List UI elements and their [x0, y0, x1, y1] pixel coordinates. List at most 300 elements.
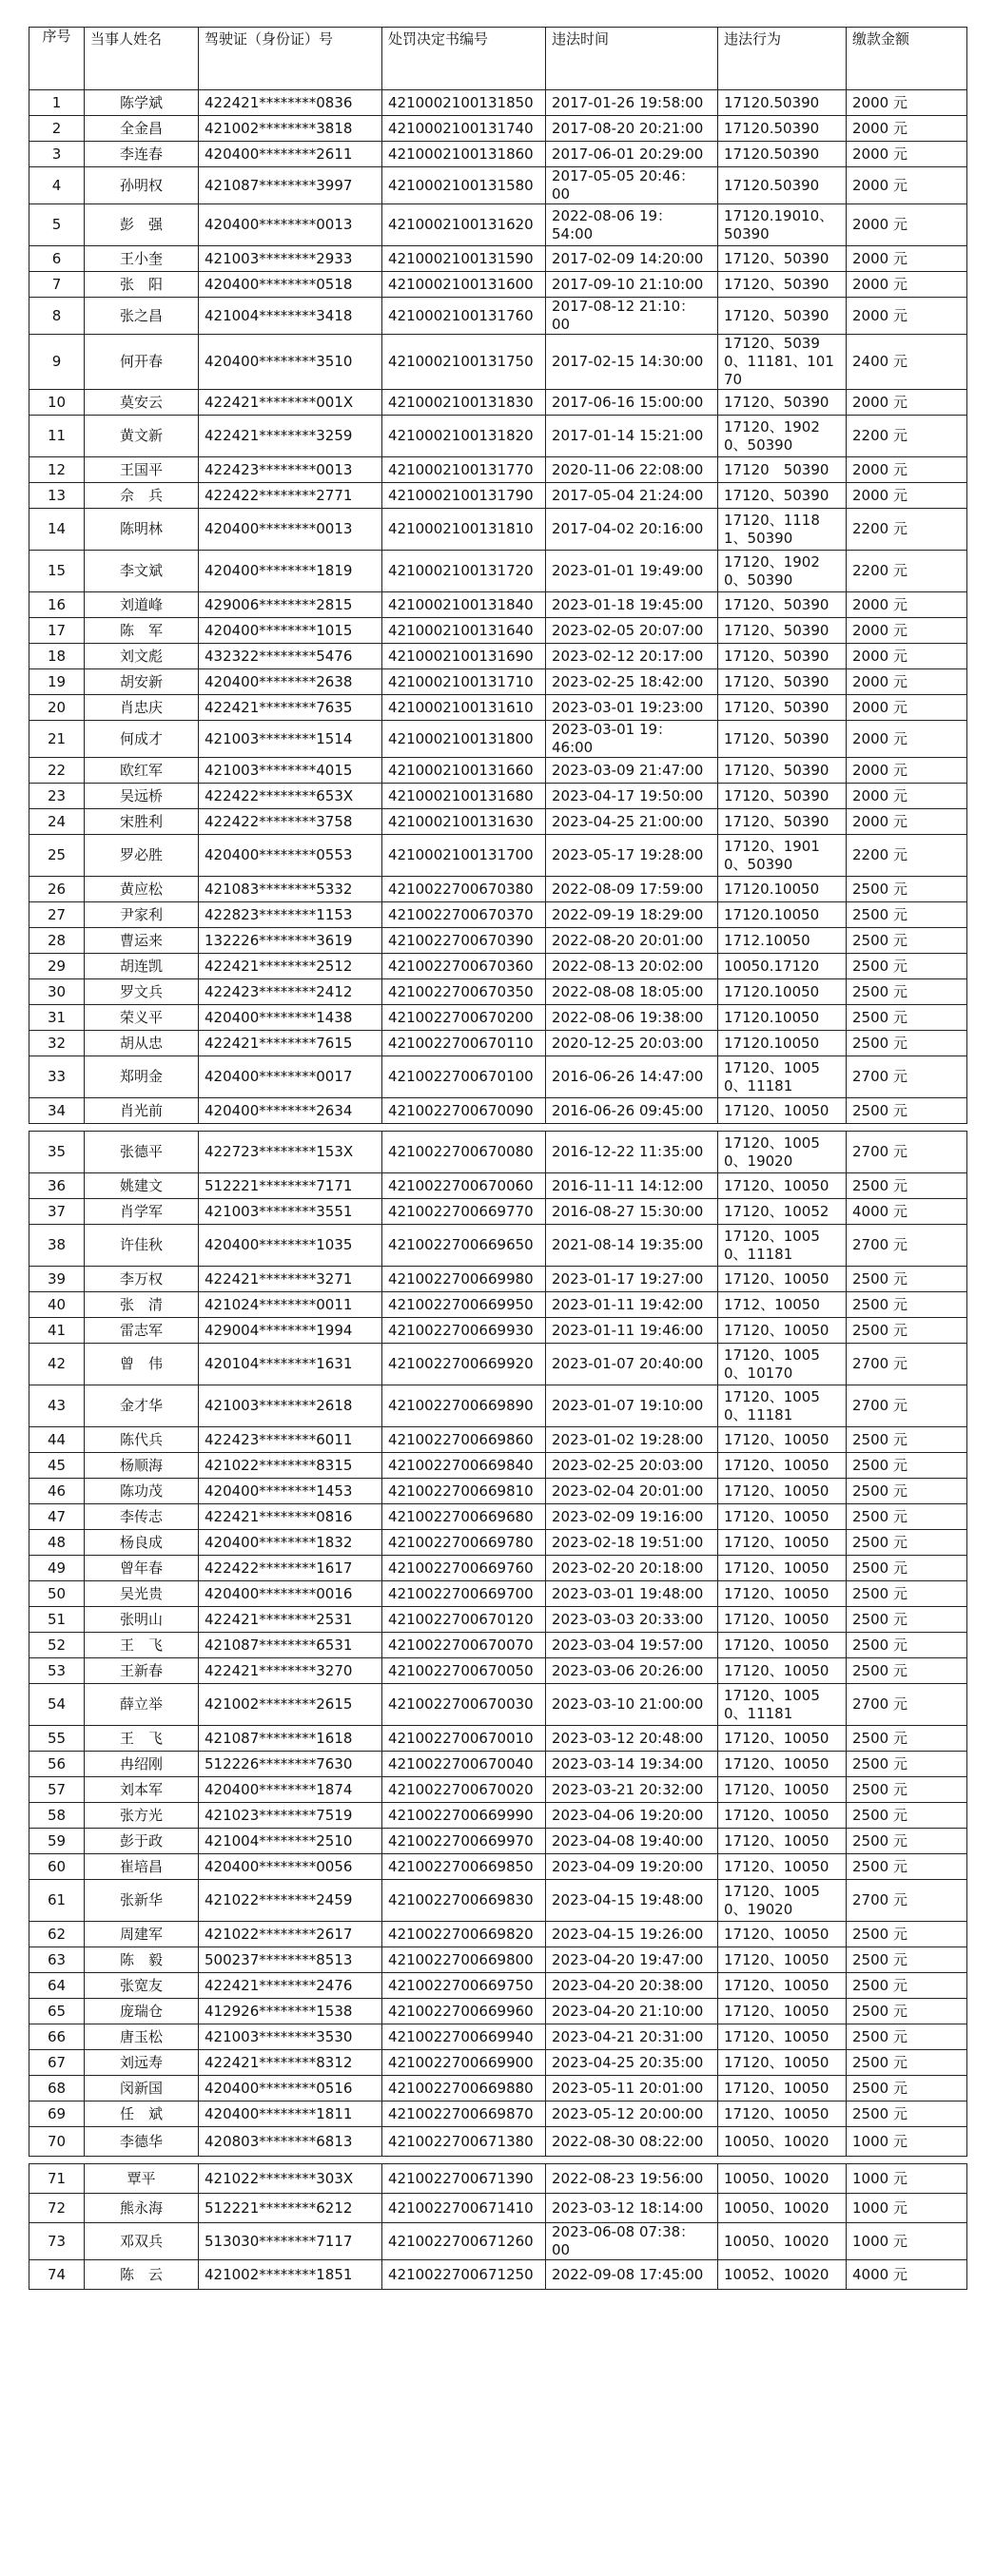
cell-license: 420400********2634 — [199, 1098, 382, 1124]
cell-decision-no: 4210002100131660 — [382, 758, 546, 784]
table-row — [29, 1005, 967, 1031]
cell-license: 422422********653X — [199, 784, 382, 809]
cell-amount: 2000 元 — [847, 758, 967, 784]
cell-decision-no: 4210022700669900 — [382, 2050, 546, 2076]
cell-name: 王 飞 — [85, 1633, 199, 1658]
cell-amount: 2500 元 — [847, 1947, 967, 1973]
cell-name: 唐玉松 — [85, 2024, 199, 2050]
table-row — [29, 1947, 967, 1973]
cell-seq: 36 — [29, 1173, 85, 1199]
cell-violation-time: 2023-03-03 20:33:00 — [546, 1607, 718, 1633]
cell-seq: 22 — [29, 758, 85, 784]
cell-violation-act: 17120、10050 — [718, 2024, 847, 2050]
cell-violation-act: 17120.19010、50390 — [718, 204, 847, 246]
cell-decision-no: 4210022700669800 — [382, 1947, 546, 1973]
cell-amount: 2500 元 — [847, 928, 967, 954]
cell-amount: 2000 元 — [847, 272, 967, 298]
cell-seq: 39 — [29, 1267, 85, 1292]
cell-decision-no: 4210002100131820 — [382, 416, 546, 457]
cell-decision-no: 4210022700669810 — [382, 1479, 546, 1504]
cell-decision-no: 4210002100131630 — [382, 809, 546, 835]
cell-seq: 8 — [29, 298, 85, 335]
cell-license: 422421********7615 — [199, 1031, 382, 1056]
cell-decision-no: 4210022700670090 — [382, 1098, 546, 1124]
cell-decision-no: 4210002100131580 — [382, 167, 546, 204]
cell-seq: 6 — [29, 246, 85, 272]
cell-violation-time: 2023-02-09 19:16:00 — [546, 1504, 718, 1530]
table-row — [29, 1973, 967, 1999]
cell-violation-time: 2023-02-05 20:07:00 — [546, 618, 718, 644]
cell-violation-act: 17120、10050 — [718, 1752, 847, 1777]
cell-seq: 5 — [29, 204, 85, 246]
cell-name: 张宽友 — [85, 1973, 199, 1999]
cell-seq: 60 — [29, 1854, 85, 1880]
cell-violation-time: 2023-04-06 19:20:00 — [546, 1803, 718, 1829]
cell-amount: 2000 元 — [847, 298, 967, 335]
table-row — [29, 2127, 967, 2157]
cell-violation-time: 2023-01-07 19:10:00 — [546, 1385, 718, 1427]
cell-violation-act: 17120、10050、11181 — [718, 1225, 847, 1267]
cell-violation-time: 2023-02-25 20:03:00 — [546, 1453, 718, 1479]
cell-violation-act: 17120、10050 — [718, 1999, 847, 2024]
cell-license: 422421********001X — [199, 390, 382, 416]
cell-license: 421022********2459 — [199, 1880, 382, 1922]
table-row — [29, 1726, 967, 1752]
cell-amount: 2500 元 — [847, 877, 967, 902]
cell-license: 422421********3270 — [199, 1658, 382, 1684]
cell-amount: 2000 元 — [847, 644, 967, 669]
cell-violation-time: 2022-09-19 18:29:00 — [546, 902, 718, 928]
cell-seq: 64 — [29, 1973, 85, 1999]
cell-seq: 33 — [29, 1056, 85, 1098]
cell-seq: 21 — [29, 721, 85, 758]
cell-name: 陈 云 — [85, 2260, 199, 2290]
table-row — [29, 954, 967, 979]
cell-license: 500237********8513 — [199, 1947, 382, 1973]
cell-license: 420104********1631 — [199, 1344, 382, 1385]
cell-name: 张明山 — [85, 1607, 199, 1633]
cell-decision-no: 4210022700670030 — [382, 1684, 546, 1726]
cell-license: 420400********2638 — [199, 669, 382, 695]
cell-decision-no: 4210022700671380 — [382, 2127, 546, 2157]
cell-license: 420400********1832 — [199, 1530, 382, 1556]
cell-license: 422423********2412 — [199, 979, 382, 1005]
cell-name: 邓双兵 — [85, 2223, 199, 2260]
cell-violation-time: 2023-04-20 19:47:00 — [546, 1947, 718, 1973]
cell-violation-act: 10050.17120 — [718, 954, 847, 979]
cell-amount: 2700 元 — [847, 1344, 967, 1385]
cell-license: 429006********2815 — [199, 592, 382, 618]
cell-seq: 7 — [29, 272, 85, 298]
cell-decision-no: 4210002100131840 — [382, 592, 546, 618]
table-row — [29, 2260, 967, 2290]
cell-violation-act: 17120.10050 — [718, 979, 847, 1005]
cell-decision-no: 4210002100131790 — [382, 483, 546, 509]
cell-license: 421004********2510 — [199, 1829, 382, 1854]
cell-seq: 51 — [29, 1607, 85, 1633]
cell-violation-time: 2023-03-04 19:57:00 — [546, 1633, 718, 1658]
cell-license: 421003********2618 — [199, 1385, 382, 1427]
table-row — [29, 90, 967, 116]
cell-seq: 34 — [29, 1098, 85, 1124]
cell-violation-time: 2022-08-30 08:22:00 — [546, 2127, 718, 2157]
table-row — [29, 784, 967, 809]
cell-name: 胡从忠 — [85, 1031, 199, 1056]
cell-seq: 25 — [29, 835, 85, 877]
cell-decision-no: 4210002100131810 — [382, 509, 546, 551]
cell-amount: 2500 元 — [847, 2076, 967, 2101]
cell-seq: 13 — [29, 483, 85, 509]
cell-amount: 2500 元 — [847, 1633, 967, 1658]
cell-amount: 2500 元 — [847, 1556, 967, 1581]
cell-name: 刘文彪 — [85, 644, 199, 669]
cell-violation-time: 2023-01-07 20:40:00 — [546, 1344, 718, 1385]
table-row — [29, 758, 967, 784]
cell-violation-act: 17120、50390 — [718, 592, 847, 618]
table-row — [29, 644, 967, 669]
cell-amount: 2500 元 — [847, 1005, 967, 1031]
cell-license: 422723********153X — [199, 1132, 382, 1173]
cell-violation-act: 17120、19020、50390 — [718, 416, 847, 457]
cell-seq: 32 — [29, 1031, 85, 1056]
cell-name: 宋胜利 — [85, 809, 199, 835]
cell-violation-act: 17120、11181、50390 — [718, 509, 847, 551]
cell-violation-time: 2016-12-22 11:35:00 — [546, 1132, 718, 1173]
cell-license: 420400********1035 — [199, 1225, 382, 1267]
table-row — [29, 2194, 967, 2223]
cell-violation-time: 2016-11-11 14:12:00 — [546, 1173, 718, 1199]
cell-violation-act: 17120、10050、19020 — [718, 1880, 847, 1922]
cell-amount: 2200 元 — [847, 509, 967, 551]
cell-license: 420400********0013 — [199, 509, 382, 551]
table-row — [29, 2164, 967, 2194]
cell-amount: 2500 元 — [847, 1803, 967, 1829]
cell-license: 420400********0056 — [199, 1854, 382, 1880]
cell-name: 陈代兵 — [85, 1427, 199, 1453]
cell-violation-act: 17120、10050 — [718, 1829, 847, 1854]
header-violation-time: 违法时间 — [546, 28, 718, 90]
table-row — [29, 1318, 967, 1344]
cell-decision-no: 4210022700670360 — [382, 954, 546, 979]
cell-amount: 2500 元 — [847, 1922, 967, 1947]
cell-name: 彭于政 — [85, 1829, 199, 1854]
cell-name: 刘本军 — [85, 1777, 199, 1803]
cell-violation-act: 10050、10020 — [718, 2164, 847, 2194]
penalty-table-sheet — [29, 27, 966, 2290]
cell-name: 欧红军 — [85, 758, 199, 784]
cell-violation-time: 2017-05-05 20:46：00 — [546, 167, 718, 204]
cell-license: 421002********1851 — [199, 2260, 382, 2290]
cell-decision-no: 4210002100131700 — [382, 835, 546, 877]
cell-license: 420400********0516 — [199, 2076, 382, 2101]
cell-violation-act: 17120、10050 — [718, 2050, 847, 2076]
cell-name: 尹家利 — [85, 902, 199, 928]
cell-amount: 2700 元 — [847, 1056, 967, 1098]
cell-license: 422422********1617 — [199, 1556, 382, 1581]
cell-name: 陈 军 — [85, 618, 199, 644]
cell-license: 421003********3551 — [199, 1199, 382, 1225]
cell-decision-no: 4210022700671410 — [382, 2194, 546, 2223]
cell-seq: 59 — [29, 1829, 85, 1854]
cell-decision-no: 4210002100131860 — [382, 142, 546, 167]
cell-license: 421002********2615 — [199, 1684, 382, 1726]
cell-violation-time: 2017-08-20 20:21:00 — [546, 116, 718, 142]
cell-violation-time: 2023-04-15 19:26:00 — [546, 1922, 718, 1947]
table-row — [29, 416, 967, 457]
table-row — [29, 298, 967, 335]
cell-license: 422421********2512 — [199, 954, 382, 979]
cell-seq: 11 — [29, 416, 85, 457]
cell-seq: 27 — [29, 902, 85, 928]
cell-license: 421024********0011 — [199, 1292, 382, 1318]
cell-license: 421003********1514 — [199, 721, 382, 758]
header-license: 驾驶证（身份证）号 — [199, 28, 382, 90]
cell-amount: 2500 元 — [847, 1173, 967, 1199]
table-row — [29, 272, 967, 298]
cell-violation-time: 2020-12-25 20:03:00 — [546, 1031, 718, 1056]
cell-amount: 2000 元 — [847, 592, 967, 618]
table-row — [29, 167, 967, 204]
cell-decision-no: 4210002100131750 — [382, 335, 546, 390]
cell-decision-no: 4210002100131600 — [382, 272, 546, 298]
cell-license: 421023********7519 — [199, 1803, 382, 1829]
cell-seq: 74 — [29, 2260, 85, 2290]
cell-amount: 2700 元 — [847, 1684, 967, 1726]
cell-decision-no: 4210002100131610 — [382, 695, 546, 721]
cell-name: 许佳秋 — [85, 1225, 199, 1267]
cell-violation-act: 17120、50390、11181、10170 — [718, 335, 847, 390]
cell-decision-no: 4210022700669650 — [382, 1225, 546, 1267]
cell-violation-act: 17120、10050 — [718, 1633, 847, 1658]
cell-name: 王 飞 — [85, 1726, 199, 1752]
cell-name: 刘道峰 — [85, 592, 199, 618]
cell-violation-act: 1712、10050 — [718, 1292, 847, 1318]
table-row — [29, 246, 967, 272]
table-row — [29, 1999, 967, 2024]
cell-license: 432322********5476 — [199, 644, 382, 669]
cell-license: 421003********4015 — [199, 758, 382, 784]
table-row — [29, 877, 967, 902]
cell-amount: 2200 元 — [847, 551, 967, 592]
cell-amount: 2500 元 — [847, 1292, 967, 1318]
cell-amount: 2700 元 — [847, 1385, 967, 1427]
cell-license: 420400********1874 — [199, 1777, 382, 1803]
cell-violation-time: 2017-01-26 19:58:00 — [546, 90, 718, 116]
cell-name: 张新华 — [85, 1880, 199, 1922]
header-seq: 序号 — [29, 28, 85, 90]
cell-name: 彭 强 — [85, 204, 199, 246]
cell-seq: 62 — [29, 1922, 85, 1947]
cell-violation-act: 17120.10050 — [718, 1005, 847, 1031]
cell-violation-time: 2022-08-08 18:05:00 — [546, 979, 718, 1005]
cell-decision-no: 4210022700671250 — [382, 2260, 546, 2290]
cell-violation-act: 10050、10020 — [718, 2194, 847, 2223]
cell-violation-time: 2023-03-12 20:48:00 — [546, 1726, 718, 1752]
cell-violation-time: 2023-01-11 19:42:00 — [546, 1292, 718, 1318]
cell-decision-no: 4210022700669960 — [382, 1999, 546, 2024]
cell-violation-act: 17120、10050 — [718, 1854, 847, 1880]
cell-seq: 66 — [29, 2024, 85, 2050]
cell-seq: 44 — [29, 1427, 85, 1453]
cell-violation-time: 2023-05-12 20:00:00 — [546, 2101, 718, 2127]
cell-license: 420400********0016 — [199, 1581, 382, 1607]
cell-name: 肖忠庆 — [85, 695, 199, 721]
cell-amount: 2000 元 — [847, 784, 967, 809]
cell-license: 422421********0836 — [199, 90, 382, 116]
section-gap — [29, 2157, 967, 2164]
table-row — [29, 2050, 967, 2076]
cell-license: 512221********7171 — [199, 1173, 382, 1199]
cell-amount: 2500 元 — [847, 1999, 967, 2024]
cell-violation-time: 2023-04-25 20:35:00 — [546, 2050, 718, 2076]
cell-name: 佘 兵 — [85, 483, 199, 509]
cell-amount: 2000 元 — [847, 204, 967, 246]
cell-violation-act: 17120.10050 — [718, 902, 847, 928]
cell-license: 132226********3619 — [199, 928, 382, 954]
cell-amount: 2500 元 — [847, 1752, 967, 1777]
cell-violation-time: 2023-01-18 19:45:00 — [546, 592, 718, 618]
cell-violation-act: 17120、10050 — [718, 1803, 847, 1829]
cell-violation-act: 17120、50390 — [718, 784, 847, 809]
cell-seq: 48 — [29, 1530, 85, 1556]
cell-violation-act: 17120 50390 — [718, 457, 847, 483]
cell-violation-time: 2023-02-18 19:51:00 — [546, 1530, 718, 1556]
cell-violation-time: 2023-03-06 20:26:00 — [546, 1658, 718, 1684]
cell-amount: 2500 元 — [847, 1829, 967, 1854]
cell-seq: 45 — [29, 1453, 85, 1479]
cell-name: 黄应松 — [85, 877, 199, 902]
cell-license: 422421********8312 — [199, 2050, 382, 2076]
cell-violation-act: 17120、50390 — [718, 721, 847, 758]
cell-decision-no: 4210022700670040 — [382, 1752, 546, 1777]
cell-name: 张 清 — [85, 1292, 199, 1318]
header-decision-no: 处罚决定书编号 — [382, 28, 546, 90]
cell-name: 胡连凯 — [85, 954, 199, 979]
cell-seq: 26 — [29, 877, 85, 902]
cell-decision-no: 4210022700670060 — [382, 1173, 546, 1199]
cell-amount: 1000 元 — [847, 2194, 967, 2223]
cell-decision-no: 4210002100131590 — [382, 246, 546, 272]
cell-seq: 53 — [29, 1658, 85, 1684]
cell-violation-time: 2023-05-17 19:28:00 — [546, 835, 718, 877]
cell-decision-no: 4210022700669830 — [382, 1880, 546, 1922]
cell-license: 421087********6531 — [199, 1633, 382, 1658]
cell-name: 李传志 — [85, 1504, 199, 1530]
table-body — [29, 90, 967, 2290]
cell-violation-act: 17120、10050 — [718, 1581, 847, 1607]
cell-violation-time: 2023-04-17 19:50:00 — [546, 784, 718, 809]
table-row — [29, 1504, 967, 1530]
cell-violation-time: 2023-03-01 19:48:00 — [546, 1581, 718, 1607]
cell-decision-no: 4210022700669840 — [382, 1453, 546, 1479]
cell-license: 420803********6813 — [199, 2127, 382, 2157]
cell-seq: 2 — [29, 116, 85, 142]
cell-violation-act: 17120、50390 — [718, 298, 847, 335]
cell-license: 422423********0013 — [199, 457, 382, 483]
cell-seq: 14 — [29, 509, 85, 551]
cell-decision-no: 4210002100131800 — [382, 721, 546, 758]
cell-violation-time: 2023-02-20 20:18:00 — [546, 1556, 718, 1581]
cell-violation-act: 17120、50390 — [718, 644, 847, 669]
cell-decision-no: 4210002100131680 — [382, 784, 546, 809]
cell-name: 任 斌 — [85, 2101, 199, 2127]
cell-name: 陈 毅 — [85, 1947, 199, 1973]
cell-seq: 61 — [29, 1880, 85, 1922]
cell-license: 420400********0017 — [199, 1056, 382, 1098]
cell-violation-time: 2023-04-20 21:10:00 — [546, 1999, 718, 2024]
cell-violation-time: 2023-03-12 18:14:00 — [546, 2194, 718, 2223]
cell-decision-no: 4210022700669850 — [382, 1854, 546, 1880]
cell-seq: 65 — [29, 1999, 85, 2024]
cell-license: 420400********1438 — [199, 1005, 382, 1031]
cell-license: 421003********2933 — [199, 246, 382, 272]
cell-seq: 37 — [29, 1199, 85, 1225]
cell-license: 420400********1453 — [199, 1479, 382, 1504]
cell-amount: 2500 元 — [847, 1427, 967, 1453]
table-row — [29, 1854, 967, 1880]
cell-seq: 35 — [29, 1132, 85, 1173]
cell-license: 421003********3530 — [199, 2024, 382, 2050]
table-row — [29, 1427, 967, 1453]
table-row — [29, 979, 967, 1005]
cell-seq: 56 — [29, 1752, 85, 1777]
cell-name: 王小奎 — [85, 246, 199, 272]
cell-license: 421004********3418 — [199, 298, 382, 335]
cell-license: 421022********303X — [199, 2164, 382, 2194]
cell-amount: 2000 元 — [847, 390, 967, 416]
cell-amount: 2200 元 — [847, 416, 967, 457]
cell-violation-time: 2023-01-02 19:28:00 — [546, 1427, 718, 1453]
cell-amount: 2000 元 — [847, 167, 967, 204]
cell-violation-time: 2023-04-15 19:48:00 — [546, 1880, 718, 1922]
cell-amount: 2000 元 — [847, 142, 967, 167]
cell-violation-time: 2023-04-08 19:40:00 — [546, 1829, 718, 1854]
cell-seq: 19 — [29, 669, 85, 695]
cell-violation-time: 2017-09-10 21:10:00 — [546, 272, 718, 298]
cell-violation-act: 10050、10020 — [718, 2127, 847, 2157]
cell-name: 吴光贵 — [85, 1581, 199, 1607]
table-row — [29, 902, 967, 928]
table-row — [29, 1633, 967, 1658]
cell-name: 杨顺海 — [85, 1453, 199, 1479]
cell-name: 肖光前 — [85, 1098, 199, 1124]
cell-name: 曹运来 — [85, 928, 199, 954]
cell-name: 李文斌 — [85, 551, 199, 592]
cell-violation-time: 2023-01-11 19:46:00 — [546, 1318, 718, 1344]
cell-amount: 2000 元 — [847, 809, 967, 835]
cell-name: 熊永海 — [85, 2194, 199, 2223]
cell-name: 罗必胜 — [85, 835, 199, 877]
table-row — [29, 1880, 967, 1922]
cell-amount: 2000 元 — [847, 669, 967, 695]
cell-amount: 1000 元 — [847, 2223, 967, 2260]
cell-decision-no: 4210002100131720 — [382, 551, 546, 592]
cell-seq: 46 — [29, 1479, 85, 1504]
cell-amount: 2500 元 — [847, 2101, 967, 2127]
cell-name: 张之昌 — [85, 298, 199, 335]
cell-name: 雷志军 — [85, 1318, 199, 1344]
cell-license: 420400********1015 — [199, 618, 382, 644]
cell-seq: 20 — [29, 695, 85, 721]
cell-decision-no: 4210002100131690 — [382, 644, 546, 669]
cell-violation-act: 17120、10050、19020 — [718, 1132, 847, 1173]
table-row — [29, 551, 967, 592]
table-row — [29, 1684, 967, 1726]
cell-seq: 41 — [29, 1318, 85, 1344]
cell-name: 周建军 — [85, 1922, 199, 1947]
table-row — [29, 2076, 967, 2101]
cell-seq: 43 — [29, 1385, 85, 1427]
